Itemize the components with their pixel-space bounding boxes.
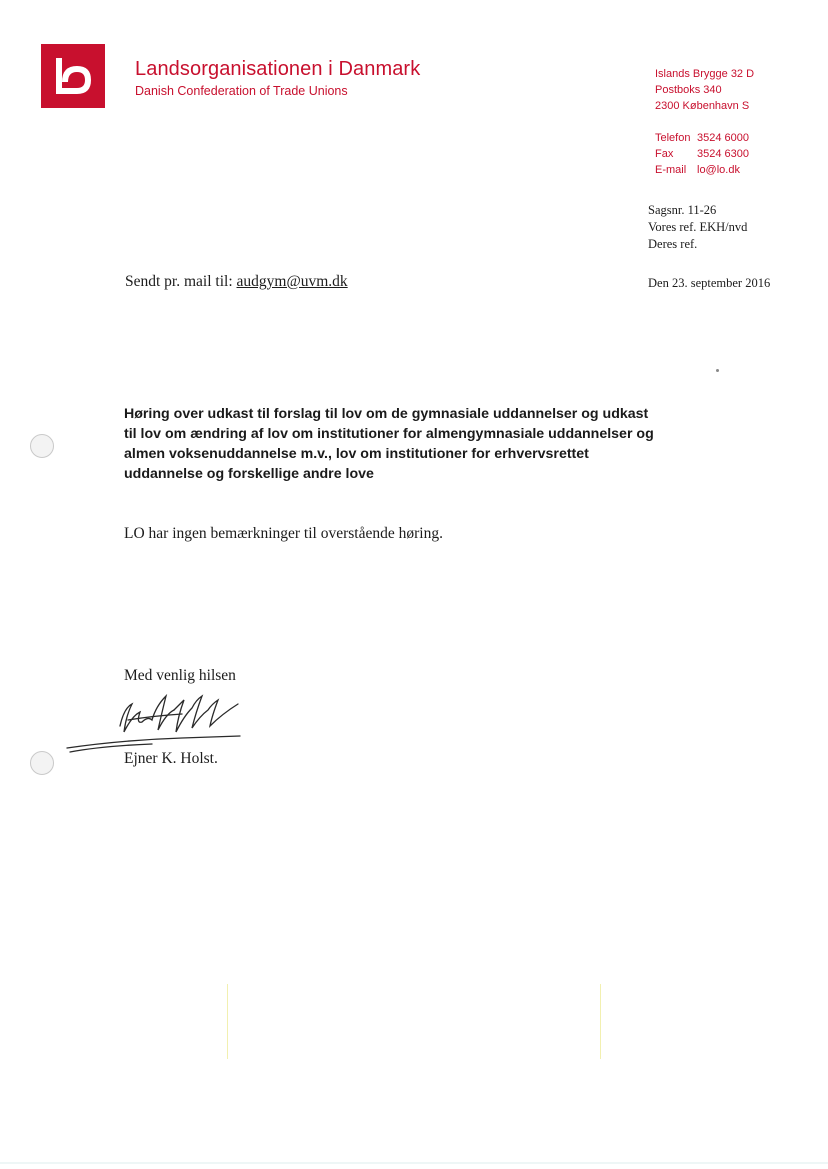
lo-logo <box>41 44 105 108</box>
scan-artifact <box>600 984 601 1059</box>
letter-date: Den 23. september 2016 <box>648 276 771 290</box>
page-bottom-edge <box>0 1162 828 1164</box>
lo-logo-icon <box>41 44 105 108</box>
org-contact <box>655 130 749 178</box>
address-line: 2300 København S <box>655 100 750 112</box>
contact-value: lo@lo.dk <box>697 164 740 176</box>
subject-line: uddannelse og forskellige andre love <box>124 466 374 482</box>
recipient-email-link[interactable]: audgym@uvm.dk <box>236 273 348 290</box>
punch-hole <box>30 434 54 458</box>
scan-speck <box>716 369 719 372</box>
sent-to-line <box>125 273 348 291</box>
handwritten-signature <box>62 686 252 756</box>
reference-block <box>648 202 747 253</box>
subject-line: Høring over udkast til forslag til lov om de gymnasiale uddannelser og udkast <box>124 406 649 422</box>
subject-line: til lov om ændring af lov om institutioner for almengymnasiale uddannelser og <box>124 426 654 442</box>
signer-name: Ejner K. Holst. <box>124 750 218 767</box>
org-subtitle: Danish Confederation of Trade Unions <box>135 84 348 98</box>
your-reference: Deres ref. <box>648 237 698 251</box>
org-name: Landsorganisationen i Danmark <box>135 58 421 80</box>
closing-greeting: Med venlig hilsen <box>124 667 236 684</box>
contact-email <box>655 162 749 178</box>
scan-artifact <box>227 984 228 1059</box>
contact-value: 3524 6300 <box>697 148 749 160</box>
sent-to-prefix: Sendt pr. mail til: <box>125 273 237 290</box>
address-line: Islands Brygge 32 D <box>655 68 755 80</box>
body-text: LO har ingen bemærkninger til overstående høring. <box>124 525 443 542</box>
contact-label: Fax <box>655 148 674 160</box>
case-number: Sagsnr. 11-26 <box>648 203 717 217</box>
contact-fax <box>655 146 749 162</box>
contact-phone <box>655 130 749 146</box>
contact-label: Telefon <box>655 132 691 144</box>
our-reference: Vores ref. EKH/nvd <box>648 220 748 234</box>
punch-hole <box>30 751 54 775</box>
org-address <box>655 66 754 114</box>
contact-value: 3524 6000 <box>697 132 749 144</box>
address-line: Postboks 340 <box>655 84 722 96</box>
contact-label: E-mail <box>655 164 687 176</box>
subject-heading <box>124 404 714 484</box>
subject-line: almen voksenuddannelse m.v., lov om institutioner for erhvervsrettet <box>124 446 589 462</box>
